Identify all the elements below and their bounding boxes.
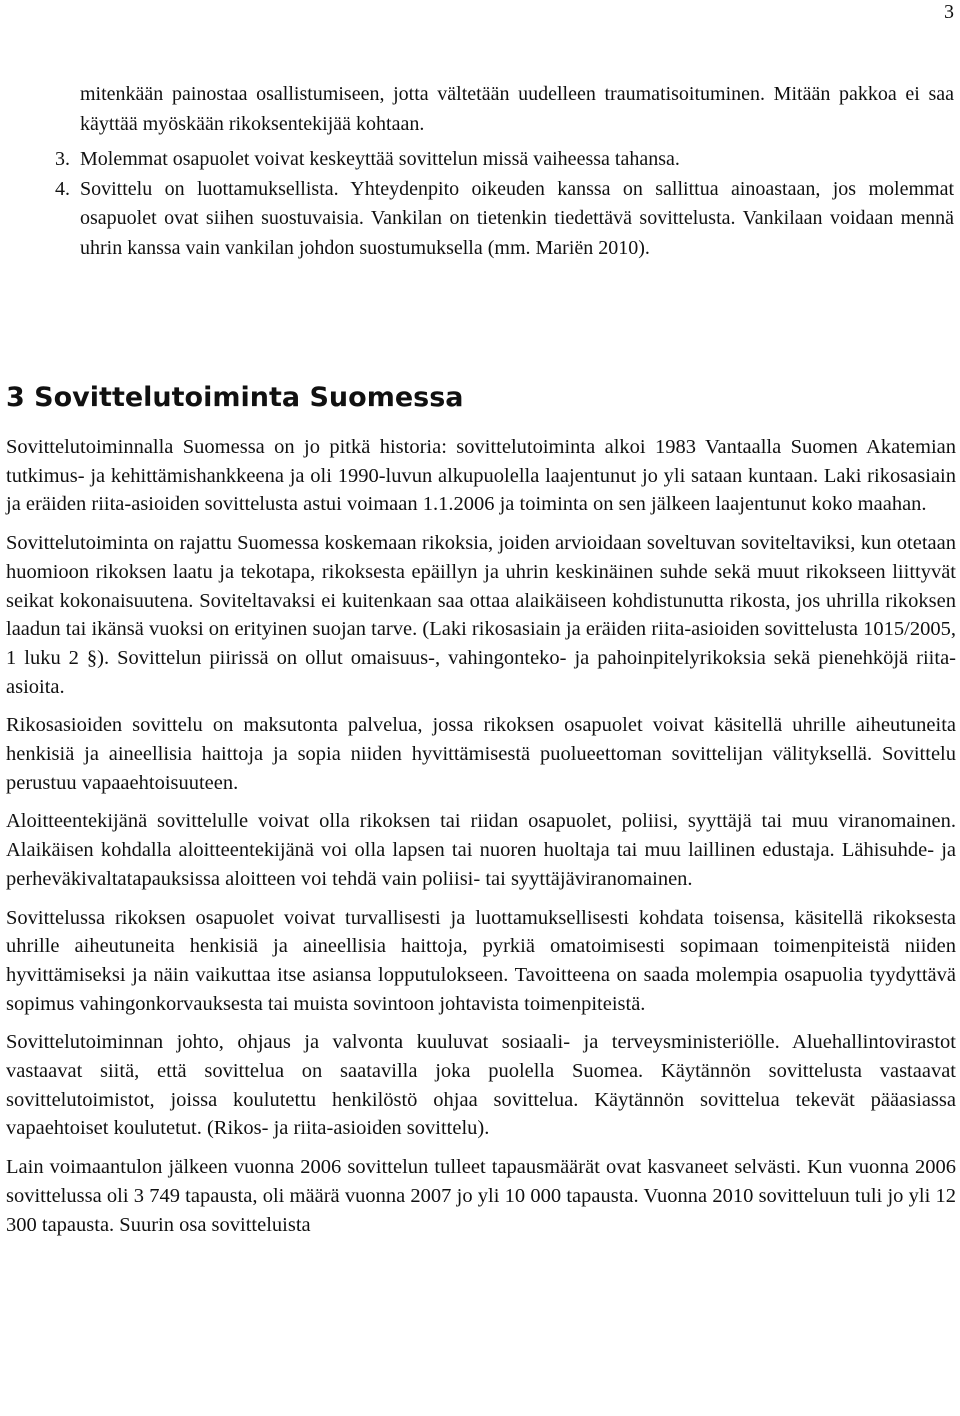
paragraph: Sovittelussa rikoksen osapuolet voivat turvallisesti ja luottamuksellisesti kohdata toisensa, käsitellä rikoksesta uhrille aiheutuneita henkisiä ja aineellisia haittoja, pyrkiä omatoimisesti sopimaan toimenpiteistä niiden hyvittämiseksi ja näin vaikuttaa itse asiansa lopputulokseen. Tavoitteena on saada molempia osapuolia tyydyttävä sopimus vahingonkorvauksesta tai muista sovintoon johtavista toimenpiteistä. [6, 906, 956, 1015]
paragraph: Aloitteentekijänä sovittelulle voivat olla rikoksen tai riidan osapuolet, poliisi, syyttäjä tai muu viranomainen. Alaikäisen kohdalla aloitteentekijänä voi olla lapsen tai nuoren huoltaja tai muu laillinen edustaja. Lähisuhde- ja perheväkivaltatapauksissa aloitteen voi tehdä vain poliisi- tai syyttäjäviranomainen. [6, 810, 956, 890]
list-item [55, 145, 954, 175]
intro-paragraph: mitenkään painostaa osallistumiseen, jotta vältetään uudelleen traumatisoituminen. Mitään pakkoa ei saa käyttää myöskään rikoksentekijää kohtaan. [80, 83, 954, 135]
numbered-list-block [55, 80, 954, 263]
section-heading: 3 Sovittelutoiminta Suomessa [6, 382, 464, 413]
paragraph: Sovittelutoiminnalla Suomessa on jo pitkä historia: sovittelutoiminta alkoi 1983 Vantaalla Suomen Akatemian tutkimus- ja kehittämishankkeena ja oli 1990-luvun alkupuolella laajentunut jo yli sataan kuntaan. Laki rikosasiain ja eräiden riita-asioiden sovittelusta astui voimaan 1.1.2006 ja toiminta on sen jälkeen laajentunut koko maahan. [6, 436, 956, 516]
paragraph: Rikosasioiden sovittelu on maksutonta palvelua, jossa rikoksen osapuolet voivat käsitellä uhrille aiheutuneita henkisiä ja aineellisia haittoja ja sopia niiden hyvittämisestä puolueettoman sovittelijan välityksellä. Sovittelu perustuu vapaaehtoisuuteen. [6, 714, 956, 794]
list-item [55, 175, 954, 264]
list-item-text: Molemmat osapuolet voivat keskeyttää sovittelun missä vaiheessa tahansa. [80, 148, 680, 170]
numbered-list [55, 145, 954, 263]
list-item-text: Sovittelu on luottamuksellista. Yhteydenpito oikeuden kanssa on sallittua ainoastaan, jos molemmat osapuolet ovat siihen suostuvaisia. Vankilan on tietenkin tiedettävä sovittelusta. Vankilaan voidaan mennä uhrin kanssa vain vankilan johdon suostumuksella (mm. Mariën 2010). [80, 177, 954, 259]
list-item-number: 4. [55, 177, 70, 200]
section-body [6, 433, 956, 1249]
paragraph: Lain voimaantulon jälkeen vuonna 2006 sovittelun tulleet tapausmäärät ovat kasvaneet selvästi. Kun vuonna 2006 sovittelussa oli 3 749 tapausta, oli määrä vuonna 2007 jo yli 10 000 tapausta. Vuonna 2010 sovitteluun tuli jo yli 12 300 tapausta. Suurin osa sovitteluista [6, 1156, 956, 1236]
paragraph: Sovittelutoiminnan johto, ohjaus ja valvonta kuuluvat sosiaali- ja terveysministeriölle. Aluehallintovirastot vastaavat siitä, että sovittelua on saatavilla joka puolella Suomea. Käytännön sovittelusta vastaavat sovittelutoimistot, joissa koulutettu henkilöstö ohjaa sovittelua. Käytännön sovittelua tekevät pääasiassa vapaehtoiset koulutetut. (Rikos- ja riita-asioiden sovittelu). [6, 1031, 956, 1140]
paragraph: Sovittelutoiminta on rajattu Suomessa koskemaan rikoksia, joiden arvioidaan soveltuvan soviteltaviksi, kun otetaan huomioon rikoksen laatu ja tekotapa, rikoksesta epäillyn ja uhrin keskinäinen suhde sekä muut rikokseen liittyvät seikat kokonaisuutena. Soviteltavaksi ei kuitenkaan saa ottaa alaikäiseen kohdistunutta rikosta, jos uhrilla rikoksen laadun tai ikänsä vuoksi on erityinen suojan tarve. (Laki rikosasiain ja eräiden riita-asioiden sovittelusta 1015/2005, 1 luku 2 §). Sovittelun piirissä on ollut omaisuus-, vahingonteko- ja pahoinpitelyrikoksia sekä pienehköjä riita-asioita. [6, 532, 956, 698]
list-item-number: 3. [55, 148, 70, 170]
page-number: 3 [944, 1, 954, 23]
